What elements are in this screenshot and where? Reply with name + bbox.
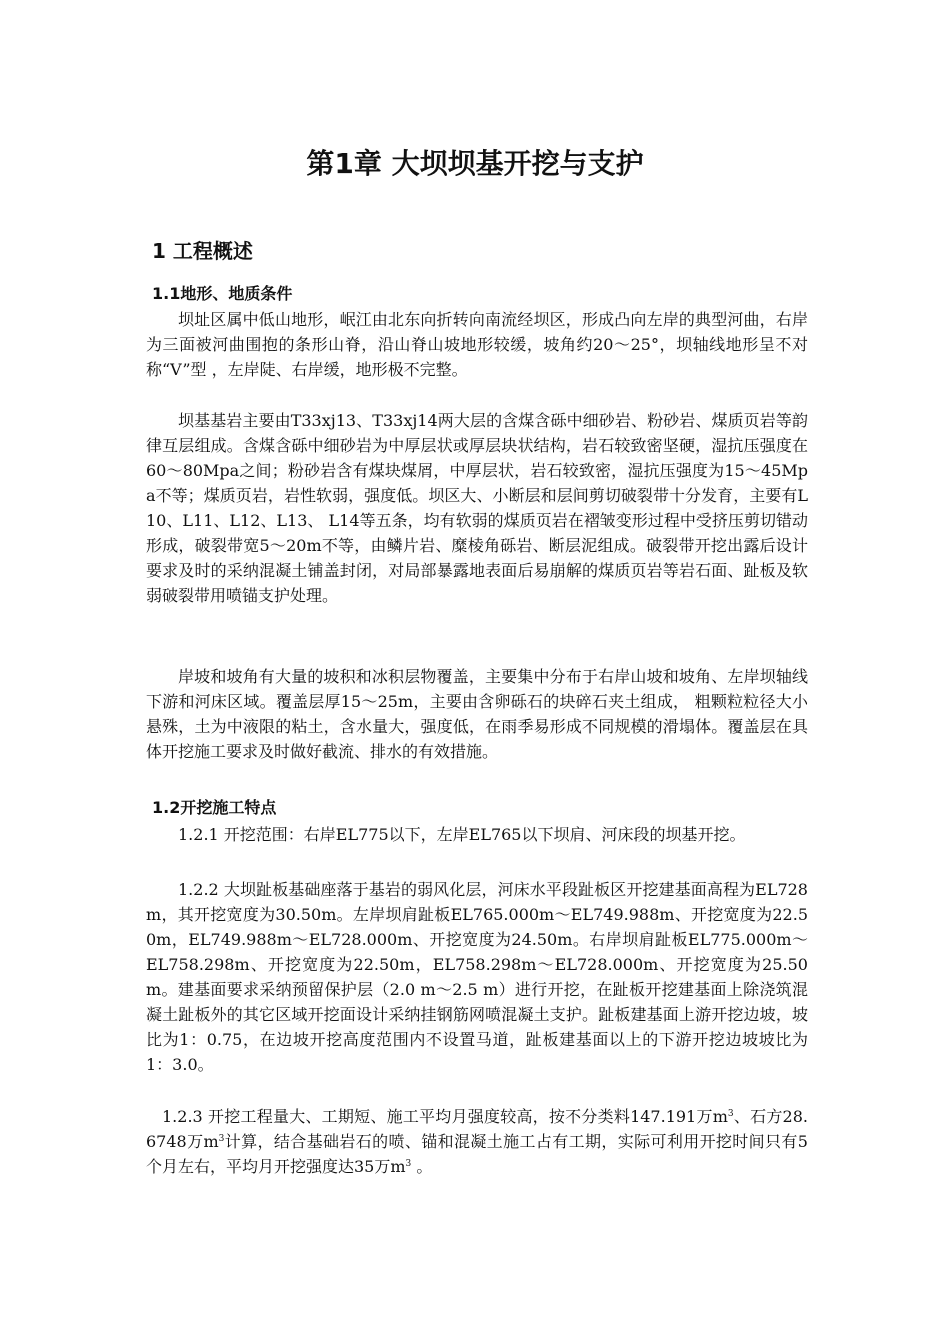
subsection-heading-1-1: 1.1地形、地质条件 [152, 284, 293, 303]
superscript: 3 [218, 1134, 225, 1144]
paragraph-bedrock: 坝基基岩主要由T33xj13、T33xj14两大层的含煤含砾中细砂岩、粉砂岩、煤质页岩等韵律互层组成。含煤含砾中细砂岩为中厚层状或厚层块状结构，岩石较致密坚硬，湿抗压强度在60～80Mpa之间；粉砂岩含有煤块煤屑，中厚层状，岩石较致密，湿抗压强度为15～45Mpa不等；煤质页岩，岩性软弱，强度低。坝区大、小断层和层间剪切破裂带十分发育，主要有L10、L11、L12、L13、 L14等五条，均有软弱的煤质页岩在褶皱变形过程中受挤压剪切错动形成，破裂带宽5～20m不等，由鳞片岩、糜棱角砾岩、断层泥组成。破裂带开挖出露后设计要求及时的采纳混凝土铺盖封闭，对局部暴露地表面后易崩解的煤质页岩等岩石面、趾板及软弱破裂带用喷锚支护处理。 [146, 411, 808, 605]
paragraph-terrain: 坝址区属中低山地形，岷江由北东向折转向南流经坝区，形成凸向左岸的典型河曲，右岸为三面被河曲围抱的条形山脊，沿山脊山坡地形较缓，坡角约20～25°，坝轴线地形呈不对称“V”型 ，左岸陡、右岸缓，地形极不完整。 [146, 310, 808, 379]
text-run: 、石方28.6748万m [146, 1107, 809, 1151]
subsection-heading-1-2: 1.2开挖施工特点 [152, 798, 277, 817]
paragraph-1-2-3 [146, 1104, 808, 1179]
text-run: 计算，结合基础岩石的喷、锚和混凝土施工占有工期，实际可利用开挖时间只有5个月左右，平均月开挖强度达35万m [146, 1132, 808, 1176]
paragraph-1-2-1: 1.2.1 开挖范围：右岸EL775以下，左岸EL765以下坝肩、河床段的坝基开挖。 [178, 825, 746, 844]
section-heading-1: 1 工程概述 [152, 239, 253, 263]
paragraph-overburden: 岸坡和坡角有大量的坡积和冰积层物覆盖，主要集中分布于右岸山坡和坡角、左岸坝轴线下游和河床区域。覆盖层厚15～25m，主要由含卵砾石的块碎石夹土组成， 粗颗粒粒径大小悬殊，土为中液限的粘土，含水量大，强度低，在雨季易形成不同规模的滑塌体。覆盖层在具体开挖施工要求及时做好截流、排水的有效措施。 [146, 667, 808, 761]
superscript: 3 [727, 1109, 734, 1119]
paragraph-1-2-2: 1.2.2 大坝趾板基础座落于基岩的弱风化层，河床水平段趾板区开挖建基面高程为EL728m，其开挖宽度为30.50m。左岸坝肩趾板EL765.000m～EL749.988m、开挖宽度为22.50m，EL749.988m～EL728.000m、开挖宽度为24.50m。右岸坝肩趾板EL775.000m～EL758.298m、开挖宽度为22.50m，EL758.298m～EL728.000m、开挖宽度为25.50m。建基面要求采纳预留保护层（2.0 m～2.5 m）进行开挖，在趾板开挖建基面上除浇筑混凝土趾板外的其它区域开挖面设计采纳挂钢筋网喷混凝土支护。趾板建基面上游开挖边坡，坡比为1：0.75，在边坡开挖高度范围内不设置马道，趾板建基面以上的下游开挖边坡坡比为1：3.0。 [146, 880, 808, 1074]
text-run: 。 [411, 1157, 433, 1176]
superscript: 3 [405, 1159, 412, 1169]
text-run: 1.2.3 开挖工程量大、工期短、施工平均月强度较高，按不分类料147.191万m [162, 1107, 728, 1126]
chapter-title: 第1章 大坝坝基开挖与支护 [306, 147, 644, 180]
